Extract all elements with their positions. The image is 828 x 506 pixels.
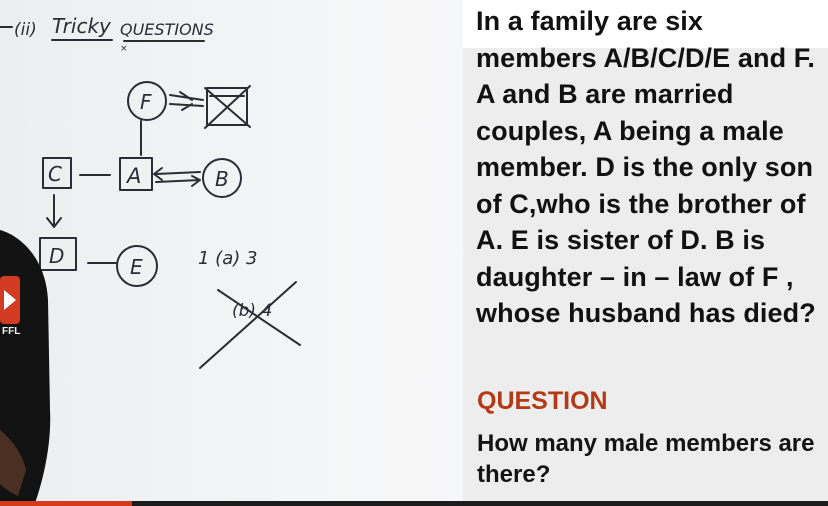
heading-prefix: (ii) (14, 20, 37, 40)
question-text: In a family are six members A/B/C/D/E and F. A and B are married couples, A being a male member. D is the only son of C,who is the brother of A. E is sister of D. B is daughter – in – law of F , whose husband has died? (476, 6, 816, 328)
question-heading: QUESTION (477, 387, 608, 415)
deceased-cross (205, 86, 250, 128)
channel-logo-text: FFL (2, 326, 21, 337)
node-b-label: B (215, 167, 229, 191)
heading-tricky: Tricky (52, 14, 111, 38)
heading-mark: × (120, 44, 128, 54)
answer-b-cross (200, 282, 300, 368)
node-f-label: F (140, 90, 152, 114)
node-a-label: A (127, 164, 142, 188)
heading-questions: QUESTIONS (120, 20, 214, 39)
marriage-arrows-a-b (154, 168, 200, 186)
marriage-lines-f (170, 92, 203, 110)
video-progress-fill (0, 501, 132, 506)
node-d-label: D (49, 244, 65, 268)
node-c-label: C (48, 162, 62, 186)
question-subtext: How many male members are there? (477, 430, 815, 488)
link-c-d-arrow (47, 195, 61, 227)
answer-a: 1 (a) 3 (198, 248, 258, 269)
presenter (0, 230, 60, 506)
answer-b: (b) 4 (232, 301, 273, 321)
node-e-label: E (130, 255, 143, 279)
